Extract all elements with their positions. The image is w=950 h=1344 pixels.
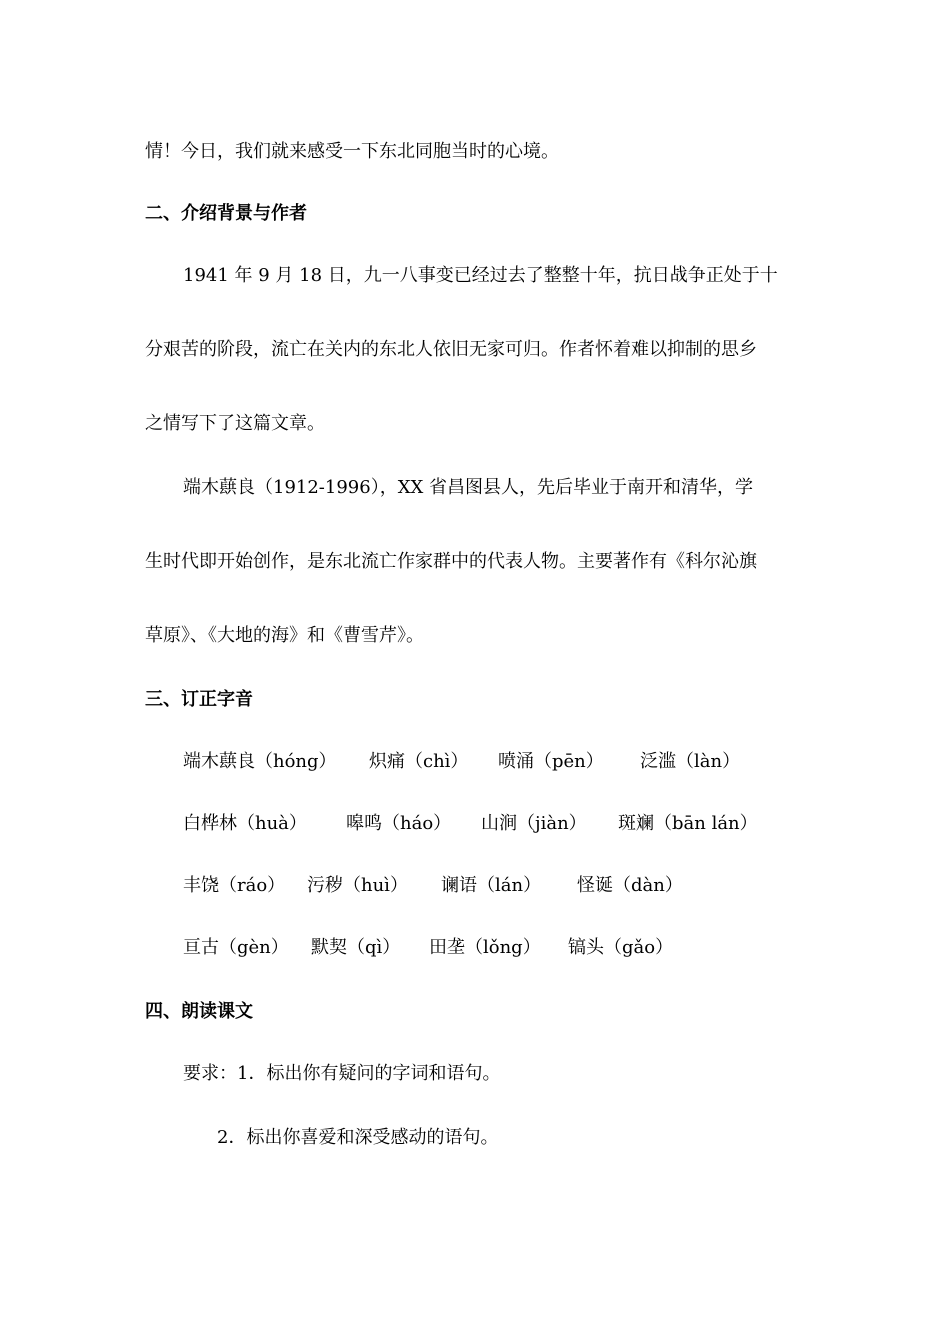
pronunciation-item: 谰语（lán） [441, 875, 542, 896]
pronunciation-item: 喷涌（pēn） [498, 751, 604, 772]
paragraph-background-line-2: 分艰苦的阶段，流亡在关内的东北人依旧无家可归。作者怀着难以抑制的思乡 [145, 339, 757, 360]
pronunciation-item: 山涧（jiàn） [481, 813, 587, 834]
pronunciation-item: 斑斓（bān lán） [618, 813, 758, 834]
pronunciation-item: 镐头（gǎo） [568, 937, 674, 958]
requirement-line-2: 2．标出你喜爱和深受感动的语句。 [217, 1127, 499, 1148]
paragraph-intro-end: 情！今日，我们就来感受一下东北同胞当时的心境。 [145, 141, 559, 162]
pronunciation-item: 炽痛（chì） [369, 751, 469, 772]
pronunciation-item: 默契（qì） [311, 937, 401, 958]
requirement-line-1: 要求：1．标出你有疑问的字词和语句。 [183, 1063, 501, 1084]
pronunciation-item: 泛滥（làn） [640, 751, 741, 772]
paragraph-author-line-3: 草原》、《大地的海》和《曹雪芹》。 [145, 625, 424, 646]
section-heading-background: 二、介绍背景与作者 [145, 203, 307, 224]
pronunciation-item: 亘古（gèn） [183, 937, 289, 958]
pronunciation-item: 白桦林（huà） [183, 813, 307, 834]
pronunciation-item: 丰饶（ráo） [183, 875, 286, 896]
pronunciation-item: 污秽（huì） [307, 875, 408, 896]
pronunciation-item: 怪诞（dàn） [577, 875, 683, 896]
paragraph-author-line-2: 生时代即开始创作，是东北流亡作家群中的代表人物。主要著作有《科尔沁旗 [145, 551, 757, 572]
pronunciation-item: 端木蕻良（hóng） [183, 751, 337, 772]
section-heading-pronunciation: 三、订正字音 [145, 689, 253, 710]
paragraph-background-line-1: 1941 年 9 月 18 日，九一八事变已经过去了整整十年，抗日战争正处于十 [183, 265, 778, 286]
paragraph-background-line-3: 之情写下了这篇文章。 [145, 413, 325, 434]
pronunciation-item: 嗥鸣（háo） [346, 813, 452, 834]
section-heading-reading: 四、朗读课文 [145, 1001, 253, 1022]
paragraph-author-line-1: 端木蕻良（1912-1996），XX 省昌图县人，先后毕业于南开和清华，学 [183, 477, 754, 498]
pronunciation-item: 田垄（lǒng） [429, 937, 541, 958]
